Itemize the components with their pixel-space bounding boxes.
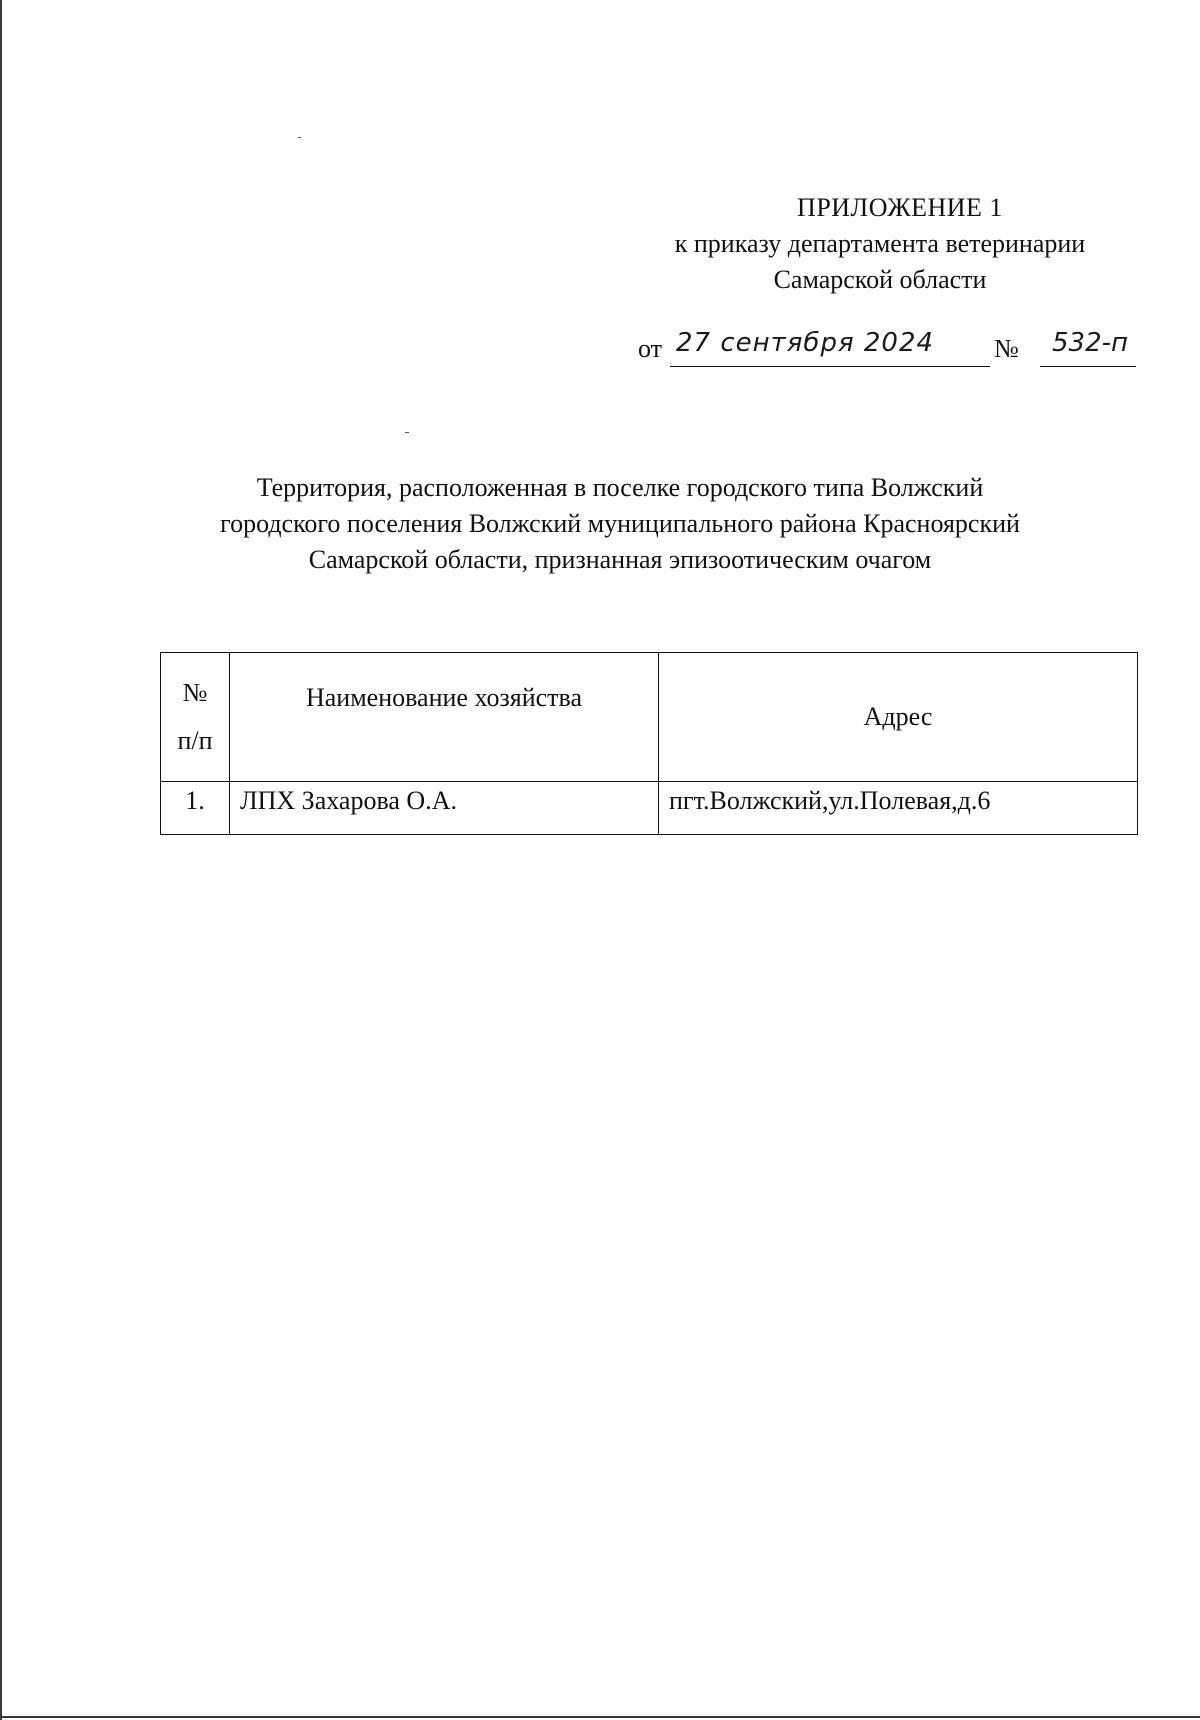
table-row [161,782,1138,835]
cell-number: 1. [161,782,230,835]
order-number-field [1040,330,1136,367]
cell-farm-name: ЛПХ Захарова О.А. [230,782,659,835]
appendix-region: Самарской области [773,265,987,294]
header-number-label: п/п [177,726,213,755]
order-number-sign: № [994,334,1019,363]
title-line-2: городского поселения Волжский муниципального района Красноярский [220,509,1020,538]
scan-speck [405,432,409,433]
header-number [161,653,230,782]
order-date-prefix: от [638,334,663,363]
scan-speck [298,137,301,138]
order-number-handwritten: 532-п [1052,328,1129,358]
appendix-label: ПРИЛОЖЕНИЕ 1 [797,193,1003,222]
cell-address: пгт.Волжский,ул.Полевая,д.6 [659,782,1138,835]
title-line-1: Территория, расположенная в поселке городского типа Волжский [256,473,984,502]
title-line-3: Самарской области, признанная эпизоотическим очагом [308,545,932,574]
header-address: Адрес [659,653,1138,782]
order-date-number [638,330,1138,370]
table-header-row [161,653,1138,782]
scan-border-left [0,0,2,1720]
header-farm-name: Наименование хозяйства [230,653,659,782]
scan-border-bottom [0,1716,1200,1718]
appendix-reference: к приказу департамента ветеринарии [674,229,1086,258]
order-date-handwritten: 27 сентября 2024 [676,328,935,358]
header-number-sign: № [182,678,208,707]
order-date-field [670,330,990,367]
document-title [160,470,1080,578]
farms-table [160,652,1138,835]
appendix-header [620,190,1140,298]
